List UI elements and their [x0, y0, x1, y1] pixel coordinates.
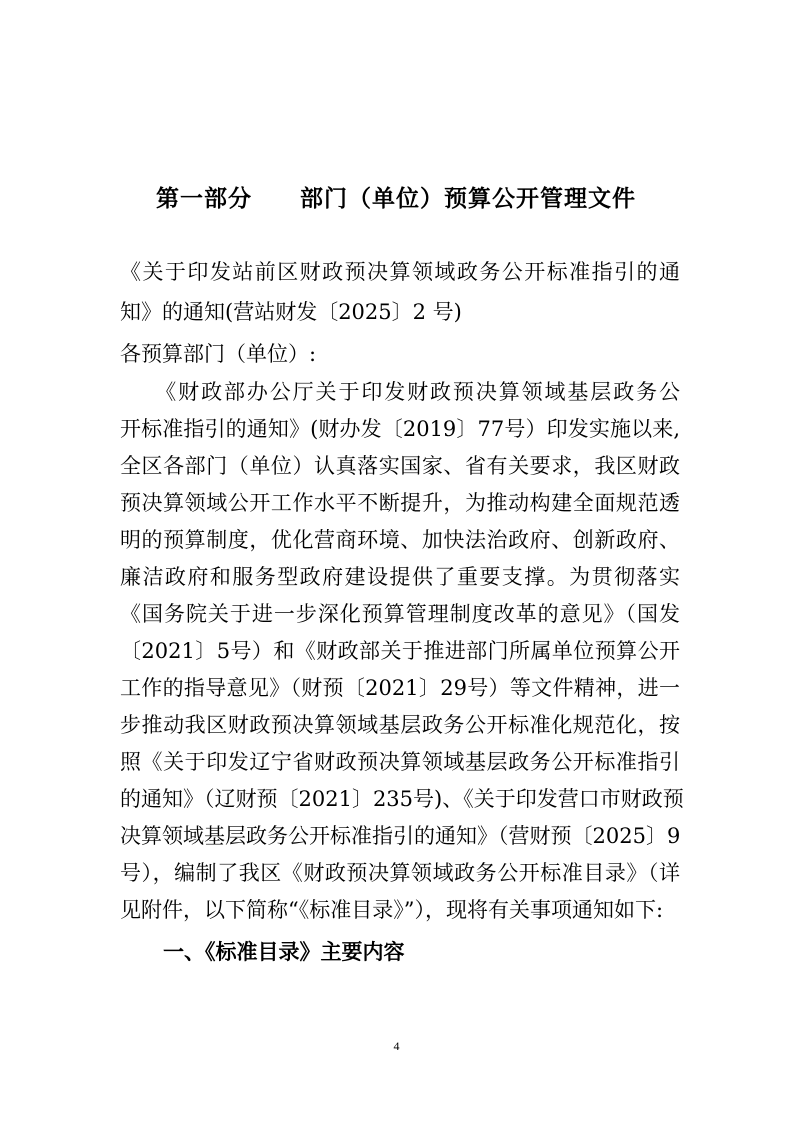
body-line: 开标准指引的通知》(财办发〔2019〕77号）印发实施以来, — [120, 417, 680, 441]
body-line: 《财政部办公厅关于印发财政预决算领域基层政务公 — [120, 380, 680, 404]
body-line: 〔2021〕5号）和《财政部关于推进部门所属单位预算公开 — [120, 639, 680, 663]
body-line: 《国务院关于进一步深化预算管理制度改革的意见》（国发 — [120, 602, 680, 626]
section-heading: 一、《标准目录》主要内容 — [163, 940, 405, 964]
notice-title-line: 知》的通知(营站财发〔2025〕2 号) — [120, 300, 462, 324]
part-heading: 第一部分 部门（单位）预算公开管理文件 — [156, 186, 636, 212]
body-line: 工作的指导意见》（财预〔2021〕29号）等文件精神，进一 — [120, 676, 680, 700]
body-line: 见附件，以下简称“《标准目录》”），现将有关事项通知如下: — [120, 898, 664, 922]
body-line: 照《关于印发辽宁省财政预决算领域基层政务公开标准指引 — [120, 750, 680, 774]
body-line: 步推动我区财政预决算领域基层政务公开标准化规范化，按 — [120, 713, 680, 737]
body-line: 全区各部门（单位）认真落实国家、省有关要求，我区财政 — [120, 454, 680, 478]
body-line: 决算领域基层政务公开标准指引的通知》（营财预〔2025〕9 — [120, 824, 681, 848]
body-line: 号），编制了我区《财政预决算领域政务公开标准目录》（详 — [120, 861, 680, 885]
body-line: 廉洁政府和服务型政府建设提供了重要支撑。为贯彻落实 — [120, 565, 680, 589]
body-line: 的通知》（辽财预〔2021〕235号)、《关于印发营口市财政预 — [120, 787, 684, 811]
salutation: 各预算部门（单位）: — [120, 342, 317, 366]
body-line: 明的预算制度，优化营商环境、加快法治政府、创新政府、 — [120, 528, 680, 552]
page-number: 4 — [393, 1039, 400, 1053]
notice-title-line: 《关于印发站前区财政预决算领域政务公开标准指引的通 — [120, 260, 680, 284]
body-line: 预决算领域公开工作水平不断提升，为推动构建全面规范透 — [120, 491, 680, 515]
